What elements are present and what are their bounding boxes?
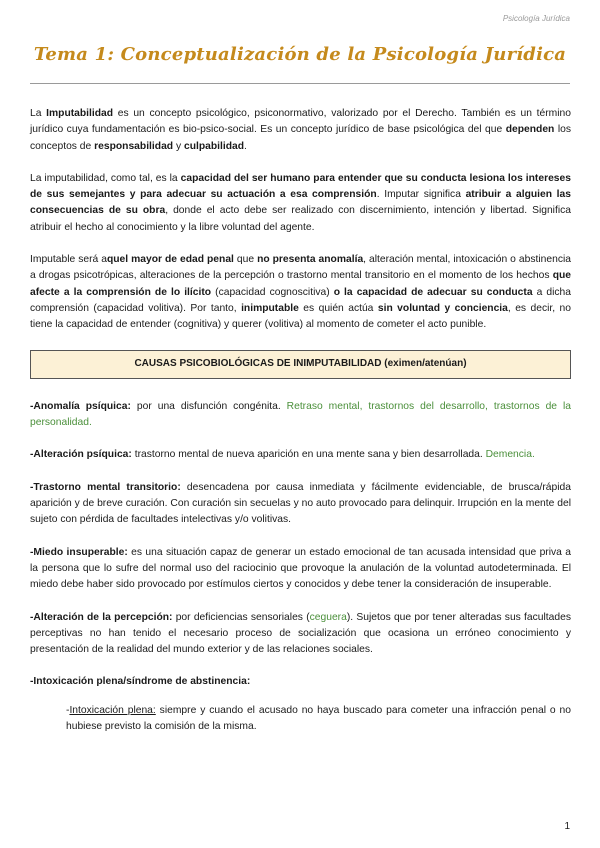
bold-term: inimputable: [241, 302, 299, 314]
item-trastorno-mental-transitorio: [30, 480, 571, 529]
running-header: Psicología Jurídica: [502, 14, 570, 23]
text: , alteración mental, intoxicación o abstinencia a drogas psicotrópicas, alteraciones de la percepción o trastorno mental transitorio en el momento de los hechos: [30, 254, 571, 282]
subitem-label: Intoxicación plena:: [69, 704, 156, 716]
item-label: -Alteración psíquica:: [30, 449, 132, 461]
text: por deficiencias sensoriales (: [172, 611, 310, 623]
bold-term: Imputabilidad: [46, 108, 114, 119]
bold-term: o la capacidad de adecuar su conducta: [333, 286, 533, 298]
text: es un concepto psicológico, psiconormativo, valorizado por el Derecho. También es un término jurídico cuya fundamentación es bio-psico-social. Es un concepto jurídico de base psicológica del que: [30, 108, 571, 136]
example-text: ceguera: [309, 611, 347, 623]
bold-term: culpabilidad: [183, 140, 245, 152]
text: trastorno mental de nueva aparición en una mente sana y bien desarrollada.: [131, 449, 486, 461]
title-divider: [30, 83, 570, 84]
text: (capacidad cognoscitiva): [211, 286, 334, 298]
bold-term: no presenta anomalía: [257, 254, 364, 266]
text: .: [244, 140, 247, 152]
item-alteracion-percepcion: [30, 610, 571, 659]
text: , es decir, no tiene la capacidad de entender (cognitiva) y querer (volitiva) al momento de cometer el acto punible.: [30, 302, 572, 331]
bold-term: dependen: [505, 124, 555, 136]
bold-term: atribuir a alguien las consecuencias de su obra: [30, 189, 571, 217]
bold-term: sin voluntad y conciencia: [377, 302, 508, 314]
text: siempre y cuando el acusado no haya buscado para cometer una infracción penal o no hubiese previsto la comisión de la misma.: [66, 704, 571, 733]
text: ). Sujetos que por tener alteradas sus facultades perceptivas no han tenido el necesario proceso de socialización que ocasiona un erróneo conocimiento y presentación de la realidad del mundo exterior y de las relaciones sociales.: [30, 611, 571, 656]
paragraph-imputabilidad-definition: [30, 106, 571, 155]
text: desencadena por causa inmediata y fácilmente evidenciable, de brusca/rápida aparición y de breve curación. Con curación sin secuelas y no auto provocado para delinquir. Irrupción en la mente del sujeto con pérdida de facultades intelectivas y/o volitivas.: [30, 481, 572, 526]
text: y: [173, 140, 184, 152]
text: es quién actúa: [298, 302, 378, 314]
page-number: 1: [564, 821, 570, 832]
example-text: Demencia.: [485, 449, 535, 461]
bold-term: responsabilidad: [94, 140, 174, 152]
page-title: Tema 1: Conceptualización de la Psicología Jurídica: [33, 44, 567, 65]
section-heading-box: CAUSAS PSICOBIOLÓGICAS DE INIMPUTABILIDAD (eximen/atenúan): [30, 350, 571, 379]
dash: -: [66, 704, 70, 716]
text: los conceptos de: [30, 124, 571, 152]
paragraph-imputabilidad-capacity: [30, 171, 571, 236]
text: , donde el acto debe ser realizado con discernimiento, intención y libertad. Significa atribuir el hecho al conocimiento y la libre voluntad del agente.: [30, 205, 571, 233]
paragraph-imputable: [30, 252, 571, 333]
item-label: -Intoxicación plena/síndrome de abstinencia:: [30, 676, 251, 688]
text: a dicha comprensión (capacidad volitiva). Por tanto,: [30, 286, 572, 314]
subitem-intoxicacion-plena: [66, 703, 571, 736]
item-anomalia-psiquica: [30, 399, 571, 432]
text: La: [30, 108, 47, 119]
item-intoxicacion: [30, 674, 571, 690]
document-body: [30, 106, 571, 751]
text: . Imputar significa: [376, 189, 466, 201]
item-label: -Alteración de la percepción:: [30, 611, 173, 623]
bold-term: quel mayor de edad penal: [106, 254, 234, 266]
text: Imputable será a: [30, 254, 107, 266]
text: es una situación capaz de generar un estado emocional de tan acusada intensidad que priva a la persona que lo sufre del normal uso del raciocinio que provoque la anulación de la voluntad autodeterminada. El miedo debe haber sido provocado por estímulos ciertos y conocidos y debe tener la consideración de insuperable.: [30, 546, 572, 591]
text: La imputabilidad, como tal, es la: [30, 172, 181, 184]
item-label: -Anomalía psíquica:: [30, 400, 131, 412]
item-miedo-insuperable: [30, 545, 571, 594]
bold-term: que afecte a la comprensión de lo ilícito: [30, 270, 571, 298]
item-alteracion-psiquica: [30, 447, 571, 463]
text: por una disfunción congénita.: [130, 400, 287, 412]
example-text: Retraso mental, trastornos del desarrollo, trastornos de la personalidad.: [30, 400, 572, 429]
text: que: [233, 254, 258, 266]
item-label: -Trastorno mental transitorio:: [30, 481, 181, 493]
item-label: -Miedo insuperable:: [30, 546, 128, 558]
bold-term: capacidad del ser humano para entender que su conducta lesiona los intereses de sus semejantes y para adecuar su actuación a esa comprensión: [30, 172, 571, 201]
